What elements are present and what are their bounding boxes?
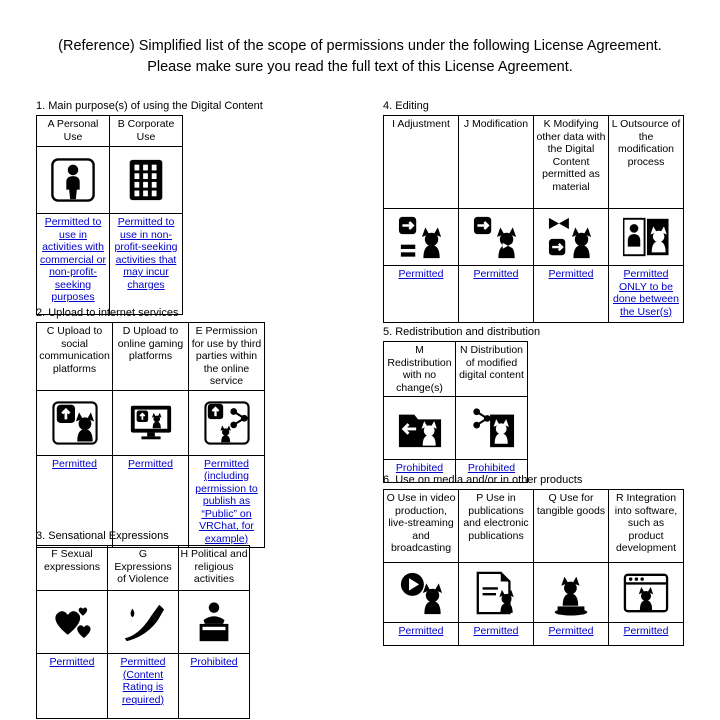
publications-icon	[473, 570, 519, 616]
permission-category-header: D Upload to online gaming platforms	[113, 323, 189, 391]
modification-icon	[473, 214, 519, 260]
permission-category-header: P Use in publications and electronic publications	[459, 490, 534, 563]
icon-cell	[37, 390, 113, 455]
permission-status: Permitted	[384, 623, 459, 646]
permission-category-header: A Personal Use	[37, 116, 110, 147]
permission-status: Prohibited	[456, 460, 528, 483]
permission-category-header: E Permission for use by third parties within the online service	[189, 323, 265, 391]
permission-status: Permitted	[384, 266, 459, 323]
outsource-icon	[623, 214, 669, 260]
icon-cell	[459, 209, 534, 266]
corporate-building-icon	[123, 157, 169, 203]
section-label: 4. Editing	[383, 100, 429, 112]
hearts-icon	[49, 599, 95, 645]
permission-category-header: R Integration into software, such as product development	[609, 490, 684, 563]
permissions-table	[383, 489, 684, 646]
icon-cell	[609, 563, 684, 623]
permission-category-header: G Expressions of Violence	[108, 546, 179, 591]
third-party-use-icon	[204, 400, 250, 446]
section-6	[383, 474, 684, 646]
permission-category-header: Q Use for tangible goods	[534, 490, 609, 563]
section-label: 2. Upload to internet services	[36, 307, 179, 319]
permission-category-header: C Upload to social communication platforms	[37, 323, 113, 391]
knife-icon	[120, 599, 166, 645]
icon-cell	[189, 390, 265, 455]
section-label: 5. Redistribution and distribution	[383, 326, 541, 338]
icon-cell	[384, 209, 459, 266]
permission-category-header: M Redistribution with no change(s)	[384, 342, 456, 397]
permission-category-header: J Modification	[459, 116, 534, 209]
permission-category-header: H Political and religious activities	[179, 546, 250, 591]
adjustment-icon	[398, 214, 444, 260]
permission-status: Prohibited	[179, 654, 250, 719]
permission-status: Permitted (Content Rating is required)	[108, 654, 179, 719]
icon-cell	[534, 209, 609, 266]
section-4	[383, 100, 684, 323]
permission-status: Permitted	[113, 455, 189, 548]
permissions-table	[36, 115, 183, 315]
icon-cell	[113, 390, 189, 455]
section-1	[36, 100, 263, 315]
section-label: 6. Use on media and/or in other products	[383, 474, 583, 486]
permission-status: Prohibited	[384, 460, 456, 483]
video-production-icon	[398, 570, 444, 616]
permission-status: Permitted	[459, 623, 534, 646]
upload-social-icon	[52, 400, 98, 446]
icon-cell	[110, 147, 183, 214]
redistribution-folder-icon	[397, 405, 443, 451]
permission-status: Permitted ONLY to be done between the User(s)	[609, 266, 684, 323]
permission-category-header: L Outsource of the modification process	[609, 116, 684, 209]
icon-cell	[384, 397, 456, 460]
tangible-goods-icon	[548, 570, 594, 616]
section-2	[36, 307, 265, 548]
page-title	[0, 36, 720, 78]
icon-cell	[534, 563, 609, 623]
section-5	[383, 326, 540, 483]
icon-cell	[108, 591, 179, 654]
upload-gaming-icon	[128, 400, 174, 446]
software-integration-icon	[623, 570, 669, 616]
icon-cell	[456, 397, 528, 460]
permission-status: Permitted	[37, 455, 113, 548]
distribution-share-icon	[469, 405, 515, 451]
icon-cell	[459, 563, 534, 623]
permission-category-header: I Adjustment	[384, 116, 459, 209]
permission-status: Permitted	[459, 266, 534, 323]
permission-status: Permitted	[37, 654, 108, 719]
section-3	[36, 530, 250, 719]
section-label: 3. Sensational Expressions	[36, 530, 169, 542]
title-line2: Please make sure you read the full text of this License Agreement.	[147, 59, 573, 75]
permissions-table	[36, 545, 250, 719]
icon-cell	[37, 147, 110, 214]
title-line1: (Reference) Simplified list of the scope of permissions under the following License Agreement.	[58, 38, 662, 54]
permission-status: Permitted	[609, 623, 684, 646]
permission-status: Permitted (including permission to publish as “Public” on VRChat, for example)	[189, 455, 265, 548]
icon-cell	[609, 209, 684, 266]
permission-category-header: N Distribution of modified digital content	[456, 342, 528, 397]
permissions-table	[383, 115, 684, 323]
permission-category-header: O Use in video production, live-streaming and broadcasting	[384, 490, 459, 563]
permissions-table	[36, 322, 265, 548]
permission-category-header: F Sexual expressions	[37, 546, 108, 591]
podium-speech-icon	[191, 599, 237, 645]
section-label: 1. Main purpose(s) of using the Digital Content	[36, 100, 263, 112]
icon-cell	[384, 563, 459, 623]
permission-category-header: B Corporate Use	[110, 116, 183, 147]
modify-material-icon	[548, 214, 594, 260]
permissions-table	[383, 341, 528, 483]
permission-status: Permitted to use in non-profit-seeking activities that may incur charges	[110, 214, 183, 315]
permission-status: Permitted	[534, 623, 609, 646]
icon-cell	[37, 591, 108, 654]
permission-status: Permitted	[534, 266, 609, 323]
permission-category-header: K Modifying other data with the Digital Content permitted as material	[534, 116, 609, 209]
person-icon	[50, 157, 96, 203]
icon-cell	[179, 591, 250, 654]
permission-status: Permitted to use in activities with commercial or non-profit-seeking purposes	[37, 214, 110, 315]
